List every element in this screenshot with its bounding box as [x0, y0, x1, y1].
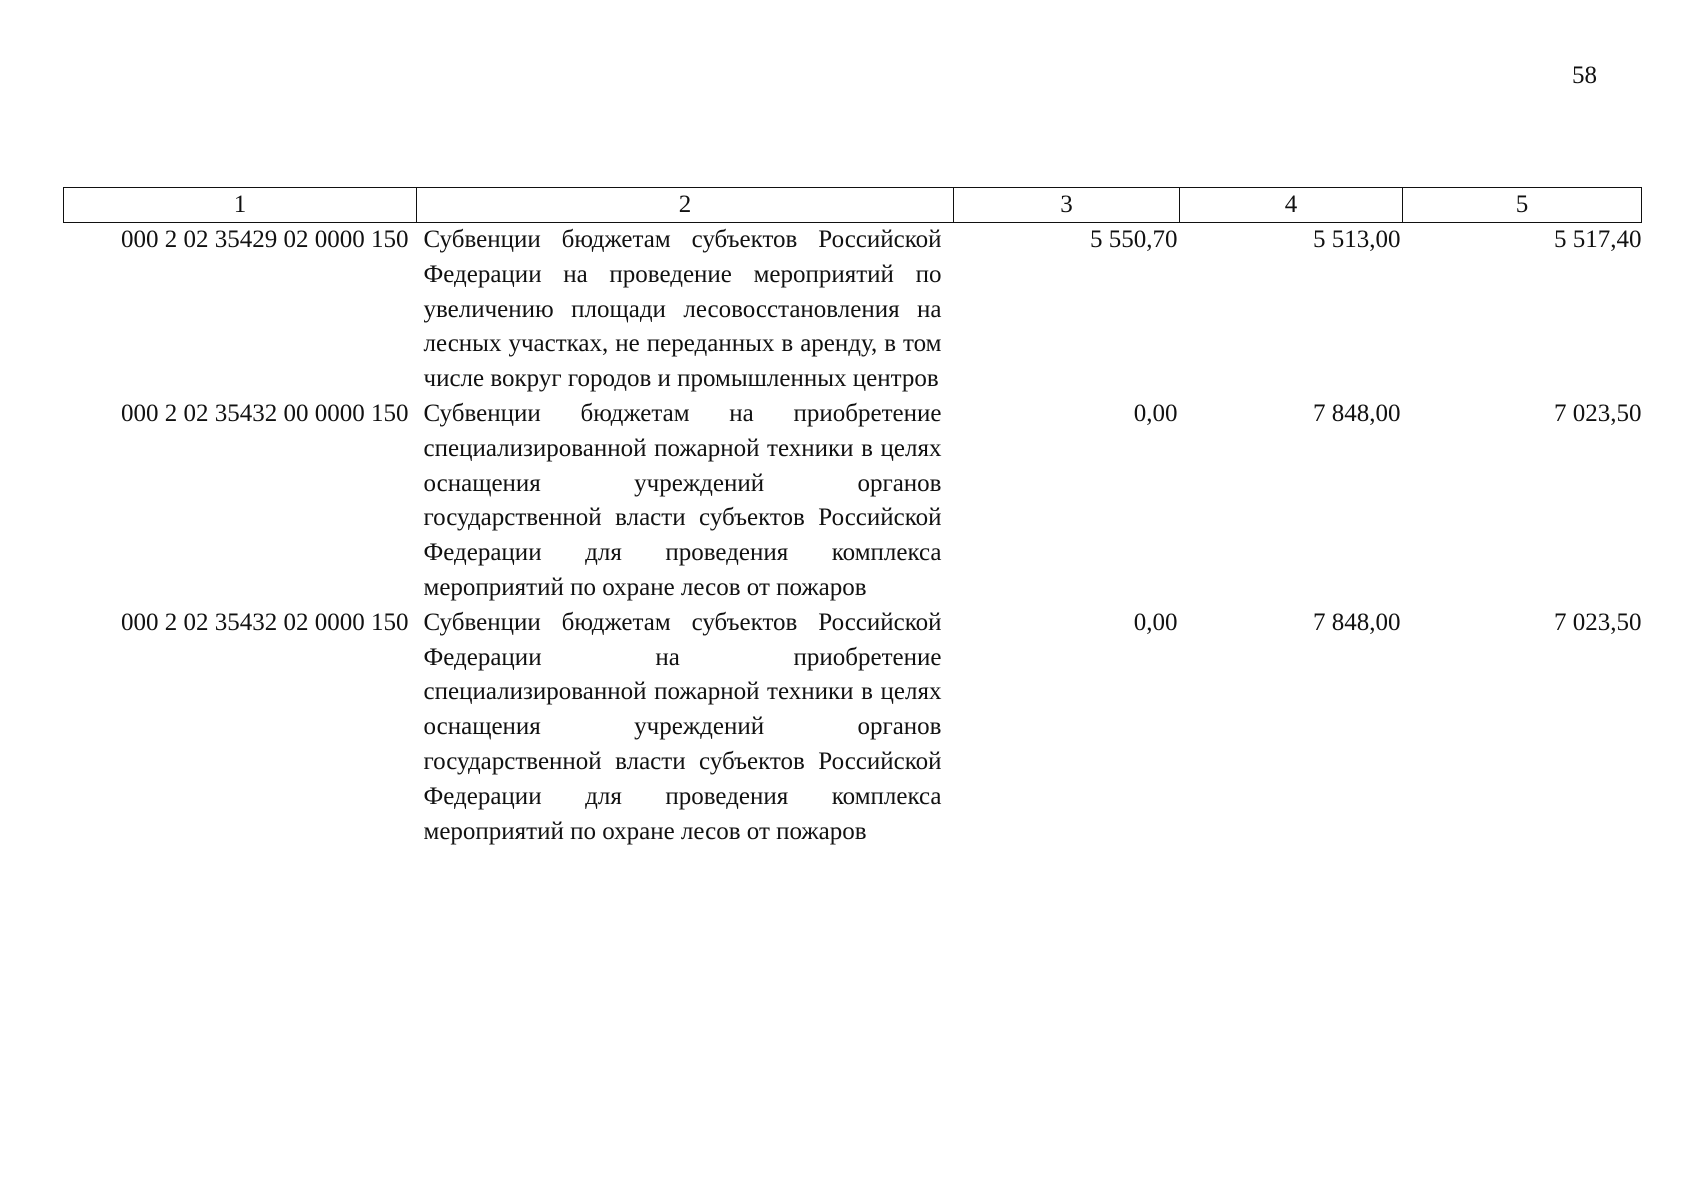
- budget-code-cell: 000 2 02 35429 02 0000 150: [121, 226, 409, 253]
- header-cell-2: 2: [417, 188, 954, 223]
- header-cell-3: 3: [954, 188, 1180, 223]
- table-row: [64, 397, 1642, 606]
- budget-table: [63, 187, 1642, 849]
- page-number: 58: [1572, 62, 1597, 89]
- value-col4-cell: 5 513,00: [1313, 226, 1401, 253]
- description-cell: Субвенции бюджетам субъектов Российской Федерации на проведение мероприятий по увеличению площади лесовосстановления на лесных участках, не переданных в аренду, в том числе вокруг городов и промышленных центров: [423, 226, 942, 393]
- value-col4-cell: 7 848,00: [1313, 399, 1401, 427]
- description-cell: Субвенции бюджетам на приобретение специализированной пожарной техники в целях оснащения учреждений органов государственной власти субъектов Российской Федерации для проведения комплекса мероприятий по охране лесов от пожаров: [423, 399, 942, 601]
- value-col3-cell: 5 550,70: [1090, 226, 1178, 253]
- value-col3-cell: 0,00: [1133, 608, 1178, 636]
- header-cell-4: 4: [1180, 188, 1403, 223]
- value-col5-cell: 5 517,40: [1554, 226, 1642, 253]
- value-col5-cell: 7 023,50: [1554, 399, 1642, 427]
- header-cell-5: 5: [1403, 188, 1642, 223]
- table-body: [64, 223, 1642, 850]
- budget-code-cell: 000 2 02 35432 00 0000 150: [121, 399, 409, 427]
- table-row: [64, 606, 1642, 850]
- table-header: [64, 188, 1642, 223]
- description-cell: Субвенции бюджетам субъектов Российской Федерации на приобретение специализированной пожарной техники в целях оснащения учреждений органов государственной власти субъектов Российской Федерации для проведения комплекса мероприятий по охране лесов от пожаров: [423, 608, 942, 845]
- value-col4-cell: 7 848,00: [1313, 608, 1401, 636]
- value-col5-cell: 7 023,50: [1554, 608, 1642, 636]
- table-row: [64, 223, 1642, 397]
- header-row: [64, 188, 1642, 223]
- budget-code-cell: 000 2 02 35432 02 0000 150: [121, 608, 409, 636]
- budget-table-container: [63, 187, 1641, 849]
- header-cell-1: 1: [64, 188, 417, 223]
- value-col3-cell: 0,00: [1133, 399, 1178, 427]
